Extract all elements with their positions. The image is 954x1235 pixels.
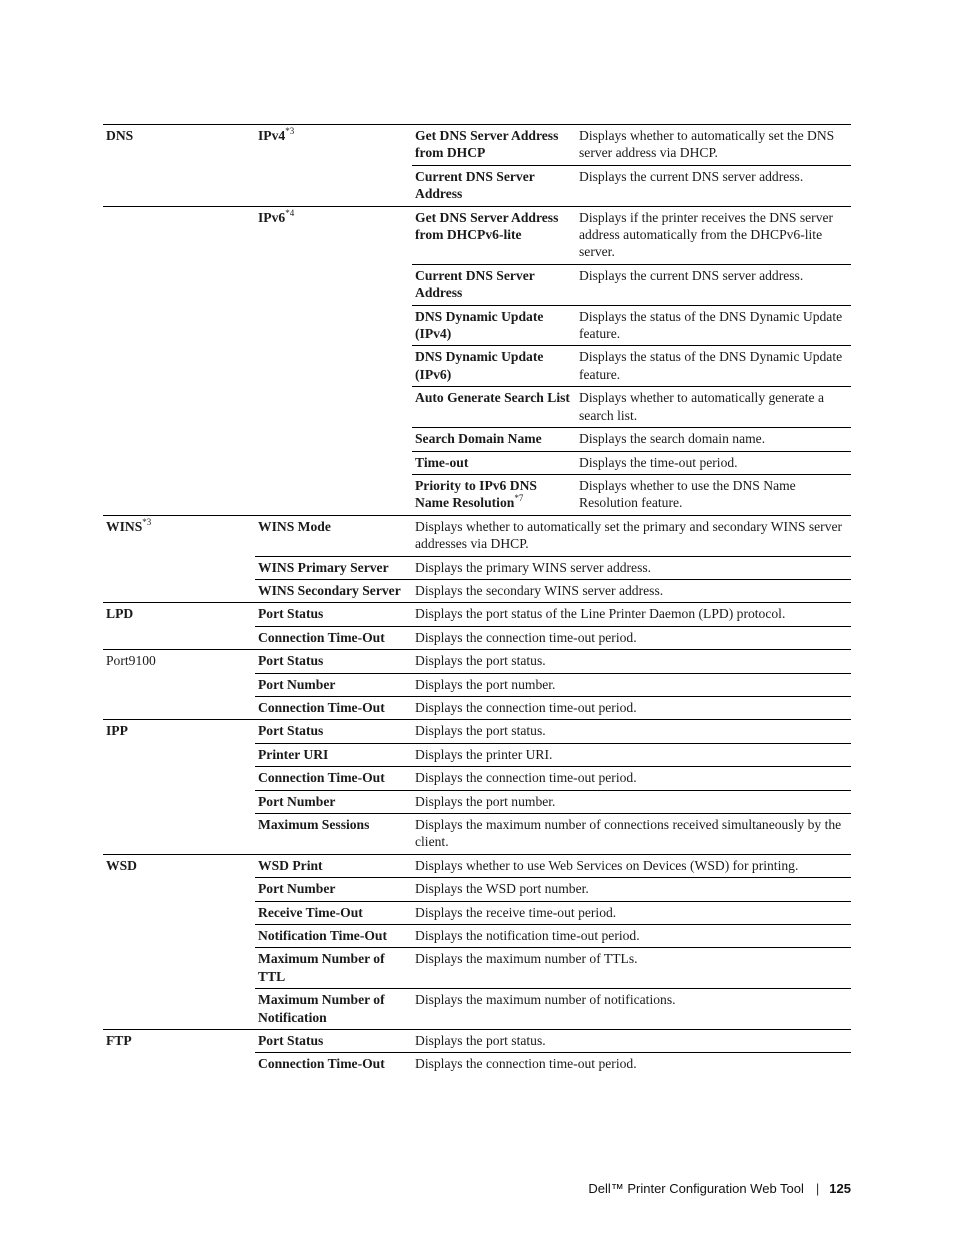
item-name: Printer URI [258,746,329,762]
item-description: Displays the notification time-out period. [415,928,640,944]
item-description: Displays the port number. [415,793,556,809]
item-description: Displays the maximum number of TTLs. [415,951,638,967]
item-description: Displays the status of the DNS Dynamic Update feature. [579,308,843,342]
item-description: Displays the port status. [415,1033,546,1049]
subgroup-label: IPv4$^{*3}$ [258,126,295,143]
item-description: Displays the port status of the Line Printer Daemon (LPD) protocol. [415,606,786,622]
item-name: Port Number [258,881,336,897]
table-row [103,901,851,924]
footer-separator: | [815,1181,820,1196]
table-row [103,696,851,719]
table-row [412,264,851,305]
footer-title: Dell™ Printer Configuration Web Tool [588,1181,804,1196]
table-row [103,766,851,789]
protocol-label: WINS$^{*3}$ [106,516,152,534]
footnote-mark: *7 [514,493,524,504]
item-description: Displays the search domain name. [579,431,766,447]
table-row [103,556,851,579]
item-description: Displays the time-out period. [579,454,738,470]
item-description: Displays the secondary WINS server address. [415,582,664,598]
item-name: Current DNS Server Address [412,165,576,206]
table-row [412,427,851,450]
protocol-label: LPD [106,606,134,622]
item-name: Maximum Sessions [258,817,370,832]
table-row [103,1052,851,1075]
item-description: Displays whether to use Web Services on Devices (WSD) for printing. [415,857,799,873]
table-row [103,743,851,766]
protocol-label: IPP [106,723,128,739]
item-name: Connection Time-Out [258,699,385,715]
item-name: WINS Secondary Server [258,582,401,598]
item-name: Port Status [258,606,324,622]
footnote-mark: *4 [285,207,295,218]
item-description: Displays the port status. [415,653,546,669]
item-description: Displays whether to use the DNS Name Resolution feature. [579,477,796,511]
item-name: WINS Primary Server [258,559,389,575]
table-row [103,924,851,947]
item-name: Port Status [258,723,324,739]
item-name: Maximum Number of Notification [258,992,385,1025]
protocol-label: FTP [106,1033,132,1049]
item-name: Port Number [258,676,336,692]
table-row [103,988,851,1029]
item-description: Displays the connection time-out period. [415,770,637,786]
item-name: Current DNS Server Address [415,267,535,301]
item-name: Get DNS Server Address from DHCP [415,128,559,161]
item-description: Displays the current DNS server address. [579,267,804,283]
item-name: Get DNS Server Address from DHCPv6-lite [415,209,559,243]
table-row [103,649,851,672]
item-name: DNS Dynamic Update (IPv4) [415,308,544,342]
page-number: 125 [829,1181,851,1196]
table-row [103,515,851,556]
item-description: Displays the connection time-out period. [415,1056,637,1072]
table-row [103,813,851,854]
item-description: Displays the port status. [415,723,546,739]
protocol-label: DNS [106,128,134,143]
item-description: Displays whether to automatically generate a search list. [579,390,824,423]
item-name: DNS Dynamic Update (IPv6) [415,349,544,382]
item-description: Displays the printer URI. [415,746,553,762]
table-row [103,206,851,515]
table-row [103,1029,851,1052]
item-name: Port Status [258,1033,324,1049]
item-name: Connection Time-Out [258,629,385,645]
table-row [103,602,851,625]
item-name: Port Number [258,793,336,809]
footnote-mark: *3 [142,516,152,527]
item-description: Displays the primary WINS server address. [415,559,652,575]
item-name: Search Domain Name [415,431,542,447]
item-description: Displays the maximum number of notifications. [415,992,676,1008]
table-row [103,790,851,813]
item-description: Displays if the printer receives the DNS server address automatically from the DHCPv6-lite server. [579,209,834,260]
item-name: Time-out [415,454,469,470]
table-row [103,124,851,206]
protocol-label: Port9100 [106,653,156,669]
item-name: Receive Time-Out [258,904,363,920]
item-name: Auto Generate Search List [415,390,570,406]
item-description: Displays the connection time-out period. [415,629,637,645]
footnote-mark: *3 [285,126,295,136]
item-description: Displays the connection time-out period. [415,699,637,715]
table-row [412,474,851,515]
table-row [412,451,851,474]
table-row [103,947,851,988]
item-description: Displays whether to automatically set the DNS server address via DHCP. [579,128,835,161]
item-name: Notification Time-Out [258,928,388,944]
table-row [103,626,851,649]
item-description: Displays the WSD port number. [415,881,589,897]
table-row [412,207,851,264]
item-description: Displays the status of the DNS Dynamic Update feature. [579,349,843,382]
table-row [412,305,851,346]
subgroup-label: IPv6$^{*4}$ [258,207,295,225]
item-description: Displays the maximum number of connections received simultaneously by the client. [415,817,842,850]
table-row [103,877,851,900]
table-row [103,579,851,602]
item-name: Connection Time-Out [258,1056,385,1072]
item-name: WSD Print [258,857,323,873]
protocol-label: WSD [106,857,137,873]
settings-table [103,124,851,1076]
table-row [103,854,851,877]
table-row [103,719,851,742]
item-name: Maximum Number of TTL [258,951,385,984]
table-row [103,673,851,696]
item-description: Displays the receive time-out period. [415,904,617,920]
item-name: WINS Mode [258,518,331,534]
item-name: Port Status [258,653,324,669]
page-footer [0,1181,851,1196]
item-description: Displays the current DNS server address. [576,165,851,204]
table-row [412,386,851,427]
item-description: Displays the port number. [415,676,556,692]
item-name: Priority to IPv6 DNS Name Resolution$^{*7}$ [415,477,537,511]
item-description: Displays whether to automatically set the primary and secondary WINS server addresses via DHCP. [415,518,843,552]
item-name: Connection Time-Out [258,770,385,786]
table-row [412,345,851,386]
